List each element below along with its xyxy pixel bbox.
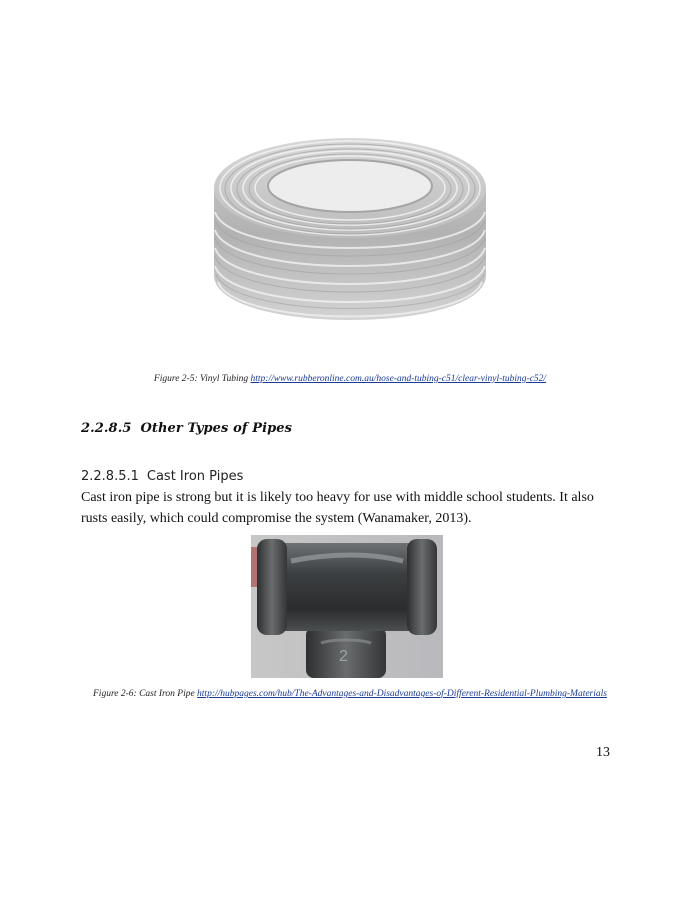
vinyl-tubing-image	[200, 120, 500, 355]
body-paragraph: Cast iron pipe is strong but it is likely too heavy for use with middle school students. It also rusts easily, which could compromise the system (Wanamaker, 2013).	[81, 490, 594, 526]
page-number: 13	[596, 745, 610, 760]
figure-2-6-caption	[60, 688, 640, 701]
subsection-number: 2.2.8.5.1	[81, 469, 139, 484]
figure-2-6-source-link[interactable]: http://hubpages.com/hub/The-Advantages-and-Disadvantages-of-Different-Residential-Plumbing-Materials	[197, 689, 607, 699]
subsection-title: Cast Iron Pipes	[146, 469, 244, 484]
fitting-mark-number: 2	[339, 648, 348, 665]
figure-2-5-source-link[interactable]: http://www.rubberonline.com.au/hose-and-tubing-c51/clear-vinyl-tubing-c52/	[250, 374, 547, 384]
figure-2-6-caption-label: Figure 2-6: Cast Iron Pipe	[93, 689, 198, 699]
cast-iron-pipe-image	[251, 535, 443, 678]
section-title: Other Types of Pipes	[140, 421, 293, 436]
subsection-heading	[81, 469, 243, 484]
figure-2-5-caption	[80, 373, 620, 386]
section-heading	[81, 421, 292, 436]
figure-2-5-caption-label: Figure 2-5: Vinyl Tubing	[153, 374, 251, 384]
section-number: 2.2.8.5	[81, 421, 132, 436]
